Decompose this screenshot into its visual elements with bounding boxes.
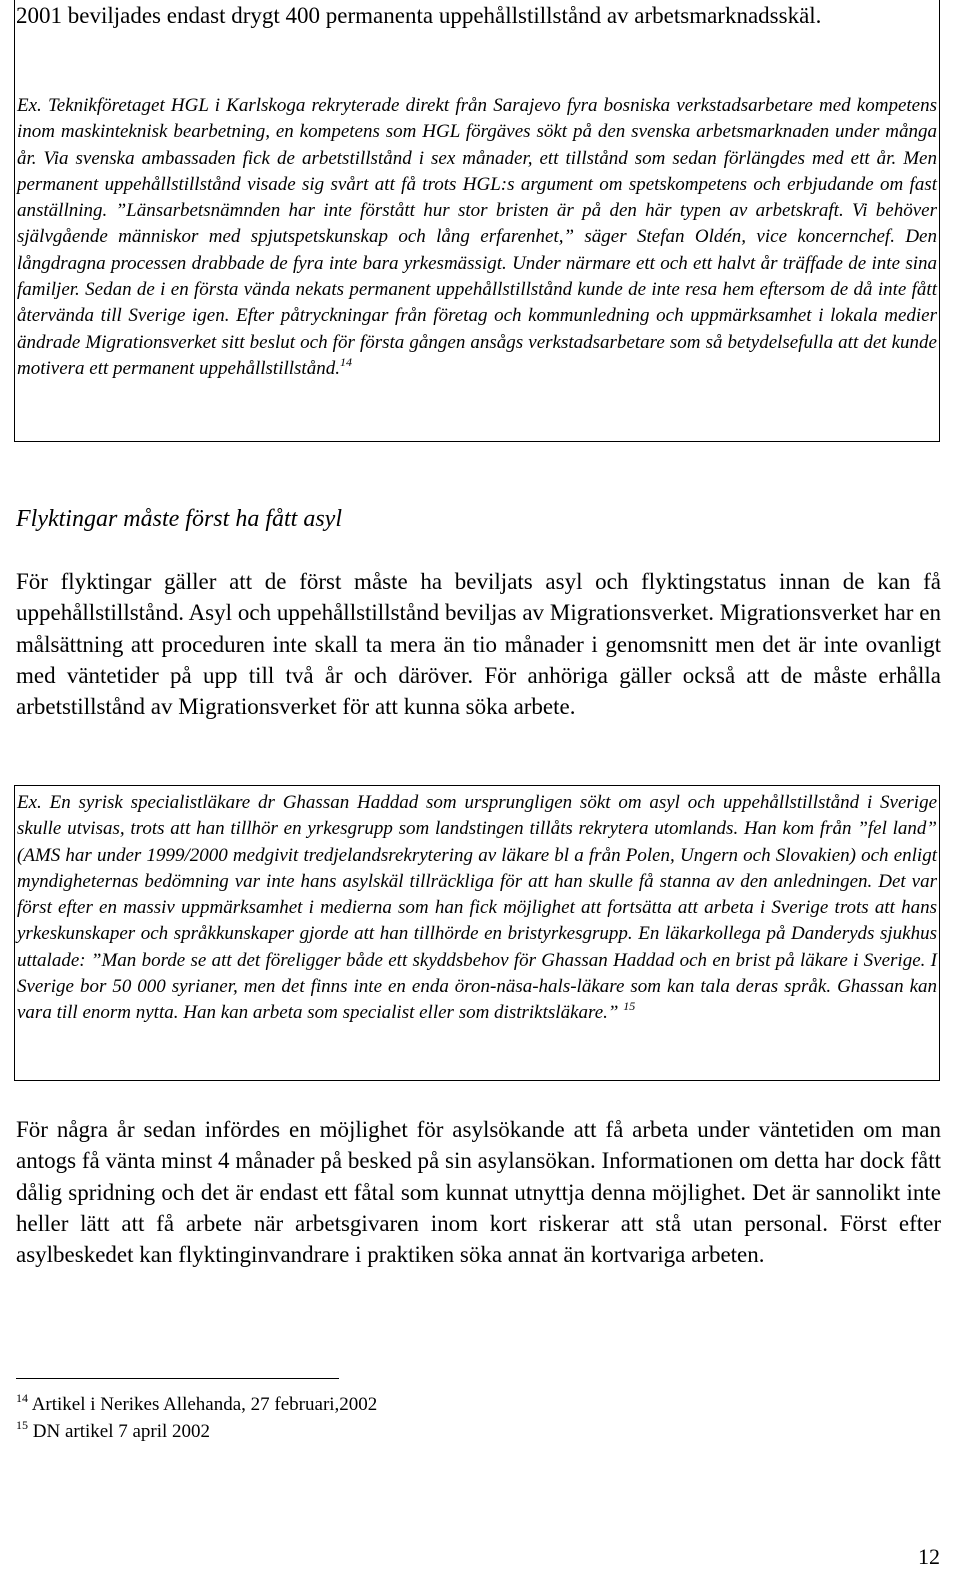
- footnote-14: [16, 1393, 377, 1417]
- example-text-hgl: [17, 93, 937, 382]
- footnote-ref-15[interactable]: 15: [623, 999, 636, 1014]
- footnote-text: Artikel i Nerikes Allehanda, 27 februari,2002: [31, 1394, 378, 1415]
- section-heading: Flyktingar måste först ha fått asyl: [16, 506, 342, 532]
- page-number: 12: [918, 1544, 940, 1569]
- footnote-number: 15: [16, 1418, 28, 1432]
- body-paragraph-refugees: För flyktingar gäller att de först måste ha beviljats asyl och flyktingstatus innan de kan få uppehållstillstånd. Asyl och uppehållstillstånd beviljas av Migrationsverket. Migrationsverket har en målsättning att proceduren inte skall ta mera än tio månader i genomsnitt men det är inte ovanligt med väntetider på upp till två år och däröver. För anhöriga gäller också att de måste erhålla arbetstillstånd av Migrationsverket för att kunna söka arbete.: [16, 569, 941, 720]
- body-paragraph-asylum-work: För några år sedan infördes en möjlighet för asylsökande att få arbeta under väntetiden om man antogs få vänta minst 4 månader på besked på sin asylansökan. Informationen om detta har dock fått dålig spridning och det är endast ett fåtal som kunnat utnyttja denna möjlighet. Det är sannolikt inte heller lätt att få arbete när arbetsgivaren inom kort riskerar att stå utan personal. Först efter asylbeskedet kan flyktinginvandrare i praktiken söka annat än kortvariga arbeten.: [16, 1117, 941, 1268]
- example-hgl-body: Ex. Teknikföretaget HGL i Karlskoga rekryterade direkt från Sarajevo fyra bosniska verkstadsarbetare med kompetens inom maskinteknisk bearbetning, en kompetens som HGL förgäves sökt på den svenska arbetsmarknaden under många år. Via svenska ambassaden fick de arbetstillstånd i sex månader, ett tillstånd som sedan förlängdes med ett år. Men permanent uppehållstillstånd visade sig svårt att få trots HGL:s argument om spetskompetens och erbjudande om fast anställning. ”Länsarbetsnämnden har inte förstått hur stor bristen är på den här typen av arbetskraft. Vi behöver självgående människor med spjutspetskunskap och lång erfarenhet,” säger Stefan Oldén, vice koncernchef. Den långdragna processen drabbade de fyra inte bara yrkesmässigt. Under närmare ett och ett halvt år träffade de inte sina familjer. Sedan de i en första vända nekats permanent uppehållstillstånd kunde de inte resa hem eftersom de då inte fått återvända till Sverige igen. Efter påtryckningar från företag och kommunledning och uppmärksamhet i lokala medier ändrade Migrationsverket sitt beslut och för första gången ansågs verkstadsarbetare som så betydelsefulla att det kunde motivera ett permanent uppehållstillstånd.: [17, 95, 937, 379]
- example-box-haddad: [14, 785, 940, 1081]
- footnote-ref-14[interactable]: 14: [339, 354, 352, 369]
- intro-paragraph: 2001 beviljades endast drygt 400 permanenta uppehållstillstånd av arbetsmarknadsskäl.: [16, 3, 822, 28]
- example-haddad-body: Ex. En syrisk specialistläkare dr Ghassan Haddad som ursprungligen sökt om asyl och uppehållstillstånd i Sverige skulle utvisas, trots att han tillhör en yrkesgrupp som landstingen tillåts rekrytera utomlands. Han kom från ”fel land” (AMS har under 1999/2000 medgivit tredjelandsrekrytering av läkare bl a från Polen, Ungern och Slovakien) och enligt myndigheternas bedömning var inte hans asylskäl tillräckliga för att han skulle få stanna av den anledningen. Det var först efter en massiv uppmärksamhet i medierna som han fick möjlighet att fortsätta att arbeta i Sverige trots att hans yrkeskunskaper och språkkunskaper gjorde att han tillhörde en bristyrkesgrupp. En läkarkollega på Danderyds sjukhus uttalade: ”Man borde se att det föreligger både ett skyddsbehov för Ghassan Haddad och en brist på läkare i Sverige. I Sverige bor 50 000 syrianer, men det finns inte en enda öron-näsa-hals-läkare som kan tala deras språk. Ghassan kan vara till enorm nytta. Han kan arbeta som specialist eller som distriktsläkare.”: [17, 792, 937, 1024]
- footnote-text: DN artikel 7 april 2002: [32, 1421, 211, 1442]
- example-text-haddad: [17, 790, 937, 1027]
- footnote-15: [16, 1420, 210, 1444]
- footnote-separator: [16, 1378, 339, 1379]
- example-box-hgl: [14, 0, 940, 442]
- footnote-number: 14: [16, 1391, 28, 1405]
